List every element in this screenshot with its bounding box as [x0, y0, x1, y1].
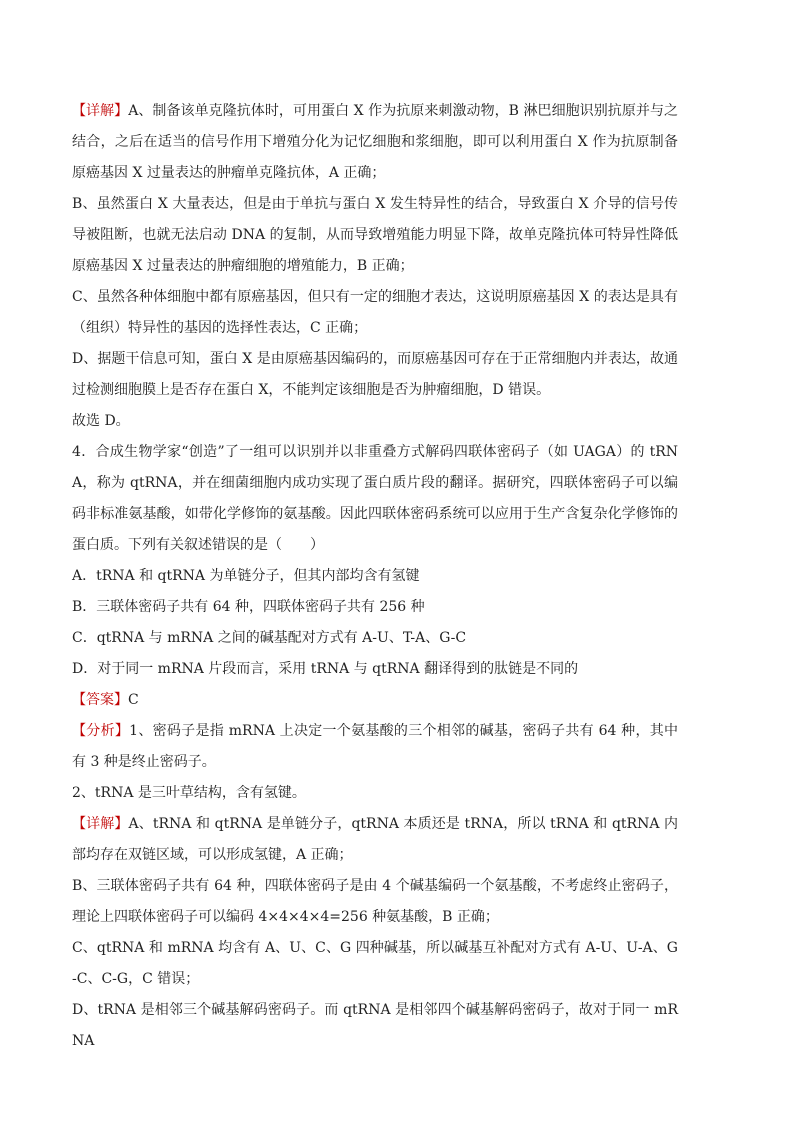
- answer-value: C: [128, 692, 139, 708]
- detail-2-paragraph-a: [72, 809, 678, 871]
- analysis-tag: 【分析】: [72, 723, 130, 739]
- detail-2-paragraph-d: D、tRNA 是相邻三个碱基解码密码子。而 qtRNA 是相邻四个碱基解码密码子，故对于同一 mRNA: [72, 1002, 678, 1049]
- option-c: C．qtRNA 与 mRNA 之间的碱基配对方式有 A-U、T-A、G-C: [72, 630, 467, 646]
- detail-text-a: A、制备该单克隆抗体时，可用蛋白 X 作为抗原来刺激动物，B 淋巴细胞识别抗原并与之结合，之后在适当的信号作用下增殖分化为记忆细胞和浆细胞，即可以利用蛋白 X 作为抗原制备原癌基因 X 过量表达的肿瘤单克隆抗体，A 正确；: [72, 103, 679, 181]
- detail-tag: 【详解】: [72, 103, 129, 119]
- analysis-paragraph-1: [72, 716, 678, 778]
- analysis-text-1: 1、密码子是指 mRNA 上决定一个氨基酸的三个相邻的碱基，密码子共有 64 种，其中有 3 种是终止密码子。: [72, 723, 679, 770]
- option-a: A．tRNA 和 qtRNA 为单链分子，但其内部均含有氢键: [72, 568, 420, 584]
- detail-tag-2: 【详解】: [72, 816, 129, 832]
- detail-paragraph-d: D、据题干信息可知，蛋白 X 是由原癌基因编码的，而原癌基因可存在于正常细胞内并表达，故通过检测细胞膜上是否存在蛋白 X，不能判定该细胞是否为肿瘤细胞，D 错误。: [72, 351, 678, 398]
- detail-2-text-a: A、tRNA 和 qtRNA 是单链分子，qtRNA 本质还是 tRNA，所以 tRNA 和 qtRNA 内部均存在双链区域，可以形成氢键，A 正确；: [72, 816, 679, 863]
- detail-2-paragraph-c: C、qtRNA 和 mRNA 均含有 A、U、C、G 四种碱基，所以碱基互补配对方式有 A-U、U-A、G-C、C-G，C 错误；: [72, 940, 678, 987]
- question-4-stem: 4．合成生物学家“创造”了一组可以识别并以非重叠方式解码四联体密码子（如 UAGA）的 tRNA，称为 qtRNA，并在细菌细胞内成功实现了蛋白质片段的翻译。据研究，四联体密码子可以编码非标准氨基酸，如带化学修饰的氨基酸。因此四联体密码系统可以应用于生产含复杂化学修饰的蛋白质。下列有关叙述错误的是（ ）: [72, 444, 678, 553]
- detail-2-paragraph-b: B、三联体密码子共有 64 种，四联体密码子是由 4 个碱基编码一个氨基酸，不考虑终止密码子，理论上四联体密码子可以编码 4×4×4×4=256 种氨基酸，B 正确；: [72, 878, 678, 925]
- choose-line: 故选 D。: [72, 413, 130, 429]
- detail-paragraph-c: C、虽然各种体细胞中都有原癌基因，但只有一定的细胞才表达，这说明原癌基因 X 的表达是具有（组织）特异性的基因的选择性表达，C 正确；: [72, 289, 678, 336]
- answer-tag: 【答案】: [72, 692, 128, 708]
- option-d: D．对于同一 mRNA 片段而言，采用 tRNA 与 qtRNA 翻译得到的肽链是不同的: [72, 661, 579, 677]
- answer-line: [72, 685, 678, 716]
- detail-paragraph-b: B、虽然蛋白 X 大量表达，但是由于单抗与蛋白 X 发生特异性的结合，导致蛋白 X 介导的信号传导被阻断，也就无法启动 DNA 的复制，从而导致增殖能力明显下降，故单克隆抗体可特异性降低原癌基因 X 过量表达的肿瘤细胞的增殖能力，B 正确；: [72, 196, 678, 274]
- detail-paragraph-a: [72, 96, 678, 189]
- option-b: B．三联体密码子共有 64 种，四联体密码子共有 256 种: [72, 599, 425, 615]
- analysis-paragraph-2: 2、tRNA 是三叶草结构，含有氢键。: [72, 785, 306, 801]
